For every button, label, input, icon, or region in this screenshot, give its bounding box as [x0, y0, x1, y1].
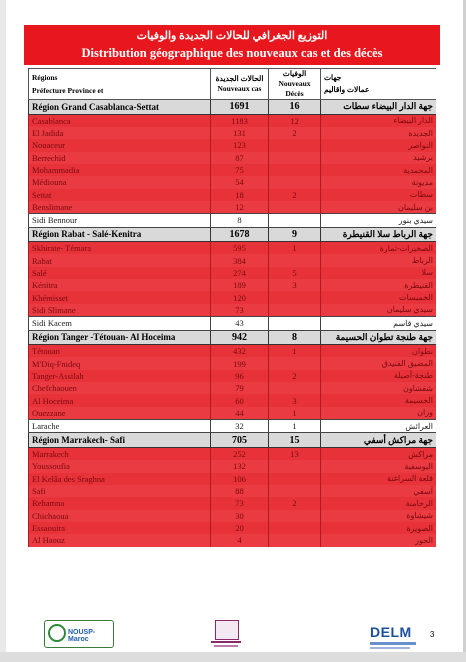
- row-new-deaths: [269, 534, 321, 546]
- table-row: [29, 534, 437, 546]
- row-name-fr: Settat: [29, 189, 211, 201]
- row-new-cases: 87: [211, 152, 269, 164]
- row-name-fr: Région Marrakech- Safi: [29, 433, 211, 448]
- row-name-fr: Tanger-Assilah: [29, 370, 211, 382]
- table-row: [29, 317, 437, 330]
- row-new-deaths: [269, 357, 321, 369]
- row-new-cases: 132: [211, 460, 269, 472]
- row-new-cases: 106: [211, 473, 269, 485]
- row-name-fr: Sidi Slimane: [29, 304, 211, 317]
- ministry-logo-line-2: [214, 645, 238, 647]
- table-row: [29, 214, 437, 227]
- row-new-deaths: 12: [269, 114, 321, 127]
- row-name-fr: El Kelâa des Sraghna: [29, 473, 211, 485]
- row-name-ar: بن سليمان: [321, 201, 437, 214]
- row-new-deaths: [269, 510, 321, 522]
- nousp-logo-icon: [48, 624, 66, 642]
- row-name-ar: سيدي بنور: [321, 214, 437, 227]
- row-name-fr: Sidi Bennour: [29, 214, 211, 227]
- table-row: [29, 522, 437, 534]
- row-name-fr: Tétouan: [29, 345, 211, 358]
- row-name-ar: الدار البيضاء: [321, 114, 437, 127]
- row-new-cases: 123: [211, 139, 269, 151]
- row-new-cases: 120: [211, 291, 269, 303]
- table-row: [29, 460, 437, 472]
- delm-logo-bar-2: [370, 647, 410, 649]
- table-row: [29, 242, 437, 255]
- nousp-logo-text: NOUSP-Maroc: [68, 629, 96, 643]
- delm-logo-text: DELM: [370, 624, 412, 640]
- row-new-deaths: 9: [269, 227, 321, 242]
- row-name-ar: وزان: [321, 407, 437, 420]
- row-name-ar: جهة طنجة تطوان الحسيمة: [321, 330, 437, 345]
- row-new-cases: 274: [211, 267, 269, 279]
- header-deaths-fr1: Nouveaux: [278, 79, 311, 88]
- distribution-table-wrapper: [28, 68, 436, 602]
- row-new-cases: 12: [211, 201, 269, 214]
- row-new-deaths: [269, 214, 321, 227]
- row-new-deaths: 5: [269, 267, 321, 279]
- header-regions-ar-line2: عمالات واقاليم: [324, 85, 370, 94]
- table-row: [29, 304, 437, 317]
- row-name-ar: سيدي قاسم: [321, 317, 437, 330]
- row-new-cases: 1691: [211, 100, 269, 115]
- row-new-deaths: [269, 304, 321, 317]
- table-row: [29, 370, 437, 382]
- title-arabic: التوزيع الجغرافي للحالات الجديدة والوفيات: [136, 30, 328, 42]
- header-deaths-ar: الوفيات: [282, 69, 307, 78]
- row-new-cases: 1183: [211, 114, 269, 127]
- row-new-deaths: [269, 164, 321, 176]
- row-name-fr: M'Diq-Fnideq: [29, 357, 211, 369]
- header-new-cases: [211, 69, 269, 100]
- row-new-deaths: [269, 382, 321, 394]
- row-name-ar: طنجة-أصيلة: [321, 370, 437, 382]
- row-new-cases: 43: [211, 317, 269, 330]
- row-name-fr: Mohammadia: [29, 164, 211, 176]
- table-row: [29, 382, 437, 394]
- table-body: [29, 69, 437, 547]
- row-name-fr: Nouaceur: [29, 139, 211, 151]
- row-name-ar: المضيق الفنيدق: [321, 357, 437, 369]
- row-name-ar: سطات: [321, 189, 437, 201]
- title-banner: [24, 25, 440, 65]
- row-name-ar: الرباط: [321, 254, 437, 266]
- row-new-cases: 705: [211, 433, 269, 448]
- table-row: [29, 420, 437, 433]
- page-edge-left: [0, 0, 6, 662]
- row-name-fr: Région Grand Casablanca-Settat: [29, 100, 211, 115]
- row-name-ar: اليوسفية: [321, 460, 437, 472]
- row-name-fr: El Jadida: [29, 127, 211, 139]
- row-name-ar: الخميسات: [321, 291, 437, 303]
- table-row: [29, 485, 437, 497]
- row-new-cases: 54: [211, 176, 269, 188]
- row-name-fr: Région Rabat - Salé-Kenitra: [29, 227, 211, 242]
- table-row: [29, 127, 437, 139]
- row-name-fr: Médiouna: [29, 176, 211, 188]
- row-name-ar: المحمدية: [321, 164, 437, 176]
- row-new-cases: 73: [211, 497, 269, 509]
- table-row: [29, 267, 437, 279]
- ministry-logo-emblem: [215, 620, 239, 640]
- region-row: [29, 100, 437, 115]
- table-header-row: [29, 69, 437, 100]
- row-new-deaths: 15: [269, 433, 321, 448]
- row-new-deaths: 3: [269, 394, 321, 406]
- table-row: [29, 152, 437, 164]
- delm-logo-bar: [370, 642, 416, 645]
- row-name-fr: Région Tanger -Tétouan- Al Hoceima: [29, 330, 211, 345]
- row-new-cases: 189: [211, 279, 269, 291]
- delm-logo: [370, 622, 416, 650]
- table-row: [29, 357, 437, 369]
- row-name-fr: Essaouira: [29, 522, 211, 534]
- title-french: Distribution géographique des nouveaux cas et des décès: [81, 46, 383, 60]
- table-row: [29, 447, 437, 460]
- row-new-deaths: 1: [269, 242, 321, 255]
- row-name-ar: جهة الدار البيضاء سطات: [321, 100, 437, 115]
- table-row: [29, 279, 437, 291]
- row-new-deaths: [269, 201, 321, 214]
- row-new-cases: 18: [211, 189, 269, 201]
- row-name-ar: تطوان: [321, 345, 437, 358]
- row-name-fr: Rehamna: [29, 497, 211, 509]
- row-name-fr: Khémisset: [29, 291, 211, 303]
- table-row: [29, 291, 437, 303]
- row-name-ar: جهة الرباط سلا القنيطرة: [321, 227, 437, 242]
- row-name-ar: الصخيرات-تمارة: [321, 242, 437, 255]
- row-name-ar: مديونة: [321, 176, 437, 188]
- ministry-logo-line: [211, 641, 241, 643]
- row-new-cases: 252: [211, 447, 269, 460]
- row-new-cases: 73: [211, 304, 269, 317]
- row-new-deaths: 3: [269, 279, 321, 291]
- row-new-cases: 384: [211, 254, 269, 266]
- row-new-deaths: [269, 291, 321, 303]
- row-name-fr: Casablanca: [29, 114, 211, 127]
- row-new-deaths: 2: [269, 370, 321, 382]
- table-row: [29, 114, 437, 127]
- row-name-ar: العرائش: [321, 420, 437, 433]
- row-new-deaths: 13: [269, 447, 321, 460]
- row-new-cases: 32: [211, 420, 269, 433]
- header-new-deaths: [269, 69, 321, 100]
- row-new-deaths: 2: [269, 189, 321, 201]
- page-number: 3: [430, 630, 435, 639]
- table-row: [29, 345, 437, 358]
- row-new-cases: 4: [211, 534, 269, 546]
- row-new-deaths: 2: [269, 127, 321, 139]
- row-new-deaths: 1: [269, 420, 321, 433]
- row-name-fr: Larache: [29, 420, 211, 433]
- row-new-deaths: [269, 522, 321, 534]
- table-row: [29, 189, 437, 201]
- row-new-cases: 432: [211, 345, 269, 358]
- row-new-cases: 30: [211, 510, 269, 522]
- row-name-ar: شيشاوة: [321, 510, 437, 522]
- row-name-ar: سيدي سليمان: [321, 304, 437, 317]
- row-name-ar: آسفي: [321, 485, 437, 497]
- row-new-cases: 75: [211, 164, 269, 176]
- row-name-ar: الجديدة: [321, 127, 437, 139]
- table-row: [29, 139, 437, 151]
- row-new-deaths: [269, 152, 321, 164]
- row-name-ar: برشيد: [321, 152, 437, 164]
- header-regions-line2: Préfecture Province et: [32, 86, 104, 95]
- row-name-ar: الحسيمة: [321, 394, 437, 406]
- row-new-cases: 131: [211, 127, 269, 139]
- row-new-deaths: 16: [269, 100, 321, 115]
- table-row: [29, 510, 437, 522]
- row-new-cases: 8: [211, 214, 269, 227]
- row-new-deaths: [269, 485, 321, 497]
- row-new-deaths: [269, 460, 321, 472]
- row-name-fr: Al Hoceima: [29, 394, 211, 406]
- table-row: [29, 394, 437, 406]
- row-name-ar: جهة مراكش أسفي: [321, 433, 437, 448]
- row-new-cases: 595: [211, 242, 269, 255]
- row-new-deaths: [269, 317, 321, 330]
- row-new-deaths: 2: [269, 497, 321, 509]
- row-name-fr: Kénitra: [29, 279, 211, 291]
- row-new-cases: 96: [211, 370, 269, 382]
- row-name-fr: Youssoufia: [29, 460, 211, 472]
- region-row: [29, 433, 437, 448]
- row-new-deaths: 1: [269, 345, 321, 358]
- row-name-ar: قلعة السراغنة: [321, 473, 437, 485]
- row-new-cases: 79: [211, 382, 269, 394]
- header-regions: [29, 69, 211, 100]
- row-name-fr: Salé: [29, 267, 211, 279]
- row-name-fr: Marrakech: [29, 447, 211, 460]
- row-new-deaths: [269, 139, 321, 151]
- row-name-ar: النواصر: [321, 139, 437, 151]
- table-row: [29, 176, 437, 188]
- row-new-cases: 44: [211, 407, 269, 420]
- row-new-deaths: 8: [269, 330, 321, 345]
- row-name-fr: Chefchaouen: [29, 382, 211, 394]
- row-new-cases: 942: [211, 330, 269, 345]
- row-name-ar: الحوز: [321, 534, 437, 546]
- header-new-cases-fr: Nouveaux cas: [217, 84, 262, 93]
- row-name-ar: الصويرة: [321, 522, 437, 534]
- distribution-table: [28, 68, 436, 547]
- row-name-fr: Ouezzane: [29, 407, 211, 420]
- row-name-fr: Sidi Kacem: [29, 317, 211, 330]
- table-row: [29, 497, 437, 509]
- row-new-cases: 20: [211, 522, 269, 534]
- nousp-logo: [44, 620, 114, 648]
- table-row: [29, 164, 437, 176]
- row-name-fr: Benslimane: [29, 201, 211, 214]
- header-deaths-fr2: Décès: [285, 89, 304, 98]
- row-name-ar: الرحامنة: [321, 497, 437, 509]
- header-regions-line1: Régions: [32, 73, 58, 82]
- header-new-cases-ar: الحالات الجديدة: [215, 74, 264, 83]
- row-new-cases: 60: [211, 394, 269, 406]
- region-row: [29, 227, 437, 242]
- row-new-cases: 199: [211, 357, 269, 369]
- table-row: [29, 254, 437, 266]
- row-new-deaths: [269, 254, 321, 266]
- table-row: [29, 407, 437, 420]
- header-regions-ar: [321, 69, 437, 100]
- row-name-fr: Berrechid: [29, 152, 211, 164]
- header-regions-ar-line1: جهات: [324, 73, 342, 82]
- row-name-ar: مراكش: [321, 447, 437, 460]
- row-name-ar: شفشاون: [321, 382, 437, 394]
- row-new-deaths: 1: [269, 407, 321, 420]
- row-name-fr: Rabat: [29, 254, 211, 266]
- ministry-logo-icon: [211, 618, 241, 648]
- row-name-ar: سلا: [321, 267, 437, 279]
- row-name-fr: Chichaoua: [29, 510, 211, 522]
- row-new-cases: 1678: [211, 227, 269, 242]
- table-row: [29, 473, 437, 485]
- row-new-deaths: [269, 473, 321, 485]
- row-name-fr: Skhirate- Témara: [29, 242, 211, 255]
- row-name-fr: Safi: [29, 485, 211, 497]
- row-new-cases: 88: [211, 485, 269, 497]
- region-row: [29, 330, 437, 345]
- page-edge-bottom: [0, 652, 466, 662]
- footer: [0, 610, 466, 650]
- row-new-deaths: [269, 176, 321, 188]
- row-name-ar: القنيطرة: [321, 279, 437, 291]
- table-row: [29, 201, 437, 214]
- row-name-fr: Al Haouz: [29, 534, 211, 546]
